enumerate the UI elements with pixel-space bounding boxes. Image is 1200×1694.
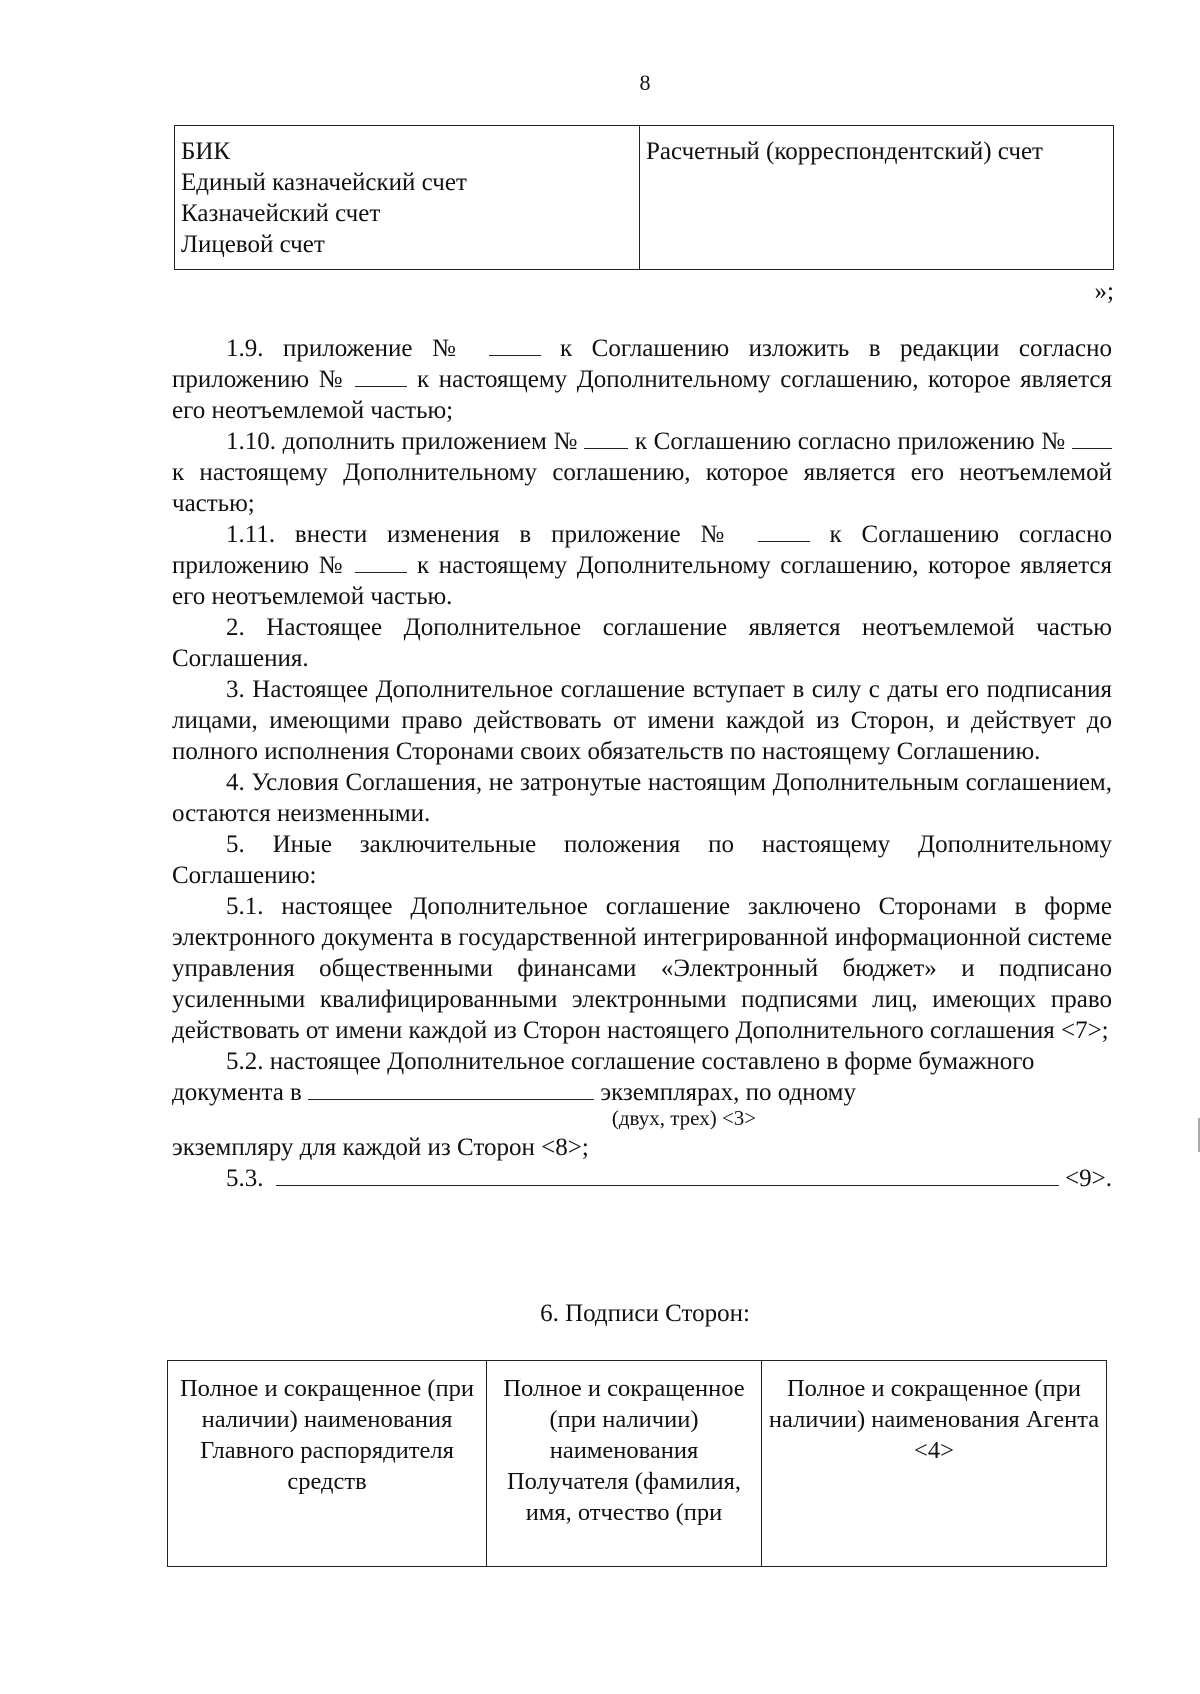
closing-quote: »; [1094, 278, 1114, 305]
correspondent-account-cell: Расчетный (корреспондентский) счет [640, 126, 1114, 270]
blank-line [355, 364, 407, 387]
personal-account-label: Лицевой счет [181, 231, 325, 258]
signatures-table [167, 1360, 1107, 1567]
copies-count-caption: (двух, трех) <3> [611, 1106, 757, 1130]
blank-line [489, 333, 541, 356]
blank-line [584, 426, 628, 449]
single-treasury-account-label: Единый казначейский счет [181, 169, 467, 196]
paragraph-5: 5. Иные заключительные положения по настоящему Дополнительному Соглашению: [172, 831, 1112, 889]
bank-details-left-cell [175, 126, 640, 270]
blank-line [1072, 426, 1112, 449]
paragraph-5-1: 5.1. настоящее Дополнительное соглашение заключено Сторонами в форме электронного документа в государственной интегрированной информационной системе управления общественными финансами «Электронный бюджет» и подписано усиленными квалифицированными электронными подписями лиц, имеющих право действовать от имени каждой из Сторон настоящего Дополнительного соглашения <7>; [172, 893, 1112, 1044]
paragraph-4: 4. Условия Соглашения, не затронутые настоящим Дополнительным соглашением, остаются неизменными. [172, 769, 1112, 827]
bik-label: БИК [181, 138, 231, 165]
paragraph-2: 2. Настоящее Дополнительное соглашение является неотъемлемой частью Соглашения. [172, 614, 1112, 672]
copies-count-blank [308, 1077, 594, 1100]
paragraph-5-2: 5.2. настоящее Дополнительное соглашение составлено в форме бумажного документа в экземплярах, по одному [172, 1048, 1035, 1106]
bank-details-table [174, 125, 1114, 270]
signature-cell-agent: Полное и сокращенное (при наличии) наименования Агента <4> [762, 1361, 1107, 1567]
blank-line [355, 550, 407, 573]
blank-line [758, 519, 810, 542]
paragraph-3: 3. Настоящее Дополнительное соглашение вступает в силу с даты его подписания лицами, имеющими право действовать от имени каждой из Сторон, и действует до полного исполнения Сторонами своих обязательств по настоящему Соглашению. [172, 676, 1112, 765]
page-number: 8 [639, 70, 651, 95]
signature-cell-recipient: Полное и сокращенное (при наличии) наименования Получателя (фамилия, имя, отчество (при [487, 1361, 762, 1567]
section-title-signatures: 6. Подписи Сторон: [540, 1300, 750, 1327]
document-body [172, 333, 1112, 1194]
treasury-account-label: Казначейский счет [181, 200, 381, 227]
blank-line [276, 1163, 1060, 1186]
signature-cell-main-administrator: Полное и сокращенное (при наличии) наименования Главного распорядителя средств [168, 1361, 487, 1567]
paragraph-1-11: 1.11. внести изменения в приложение № к Соглашению согласно приложению № к настоящему Дополнительному соглашению, которое является его неотъемлемой частью. [172, 521, 1113, 610]
paragraph-5-2-continued: экземпляру для каждой из Сторон <8>; [172, 1134, 589, 1161]
paragraph-1-10: 1.10. дополнить приложением № к Соглашению согласно приложению № к настоящему Дополнительному соглашению, которое является его неотъемлемой частью; [172, 428, 1112, 517]
paragraph-1-9: 1.9. приложение № к Соглашению изложить в редакции согласно приложению № к настоящему Дополнительному соглашению, которое является его неотъемлемой частью; [172, 335, 1113, 424]
paragraph-5-3: 5.3. <9>. [226, 1165, 1112, 1192]
